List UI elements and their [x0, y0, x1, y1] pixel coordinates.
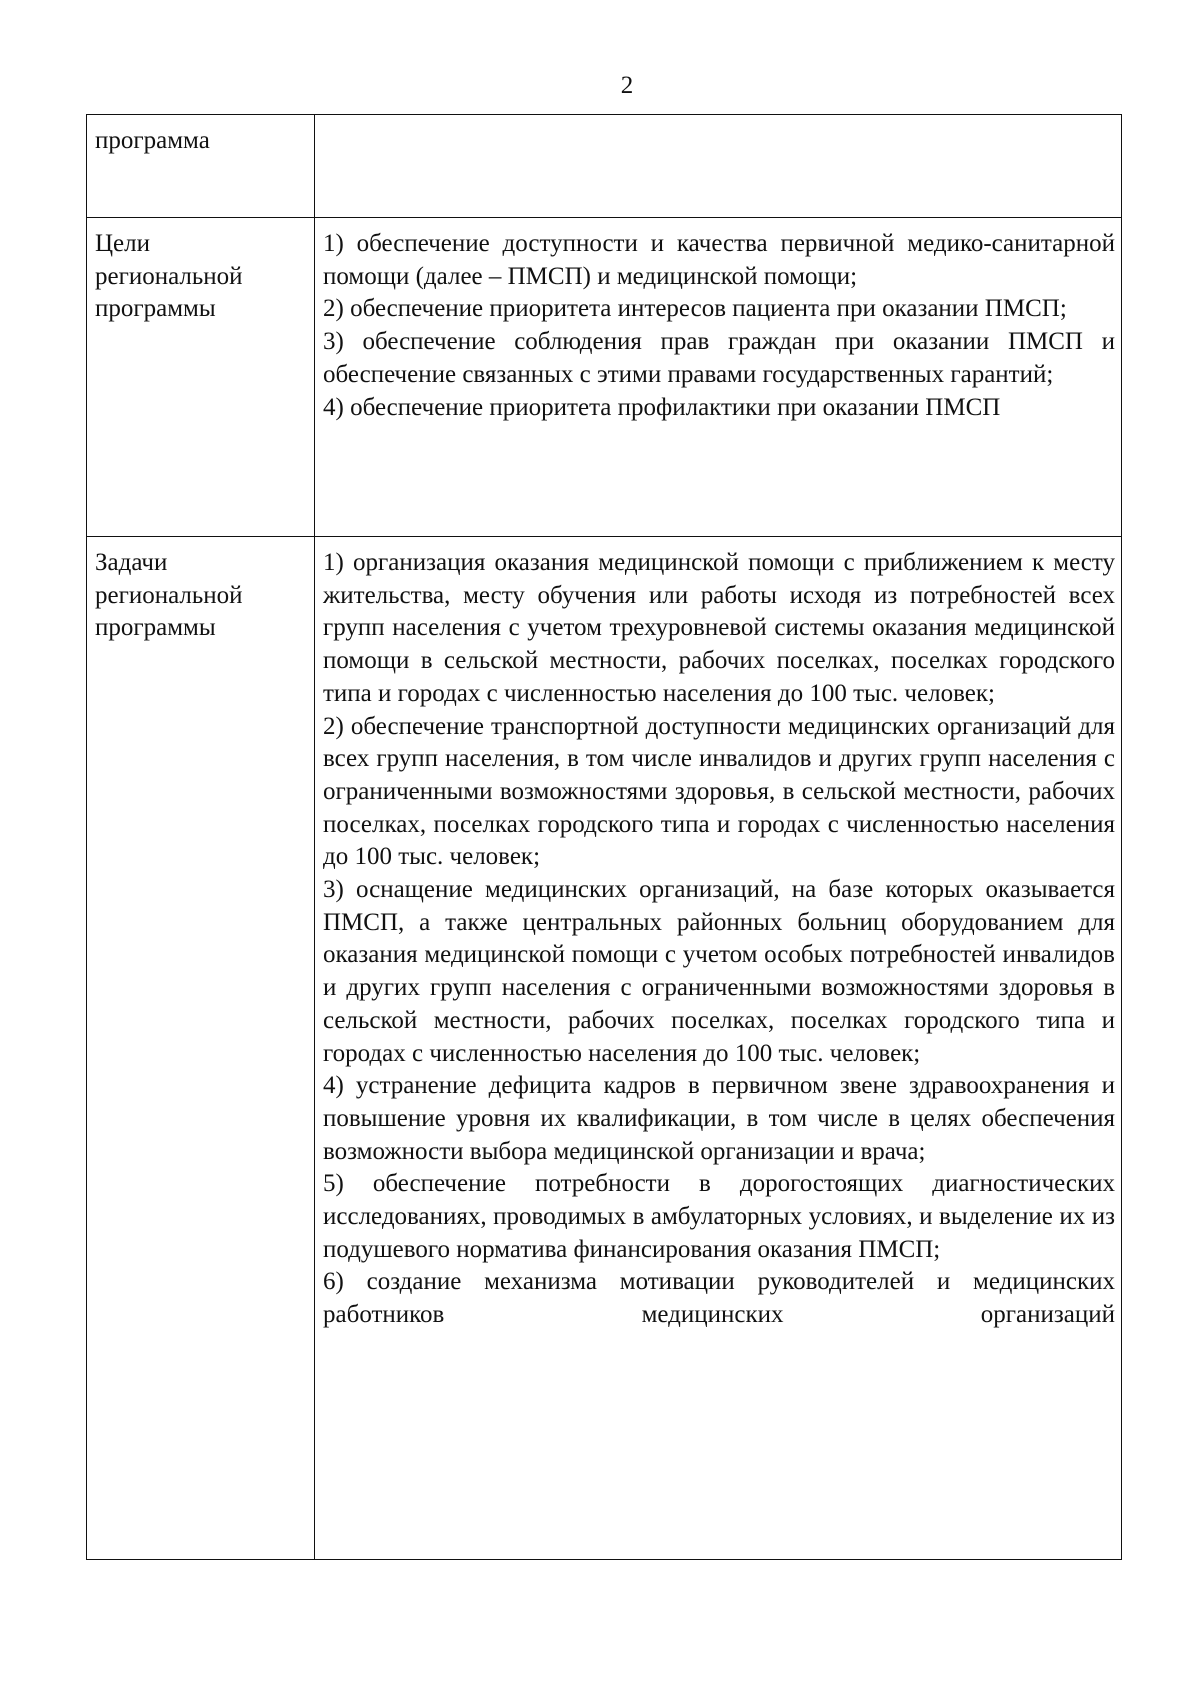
row-label: Задачи региональной программы	[87, 537, 315, 1560]
list-item: 4) обеспечение приоритета профилактики при оказании ПМСП	[323, 393, 1001, 421]
list-item: 4) устранение дефицита кадров в первичном звене здравоохранения и повышение уровня их квалификации, в том числе в целях обеспечения возможности выбора медицинской организации и врача;	[323, 1072, 1115, 1165]
list-item: 5) обеспечение потребности в дорогостоящих диагностических исследованиях, проводимых в амбулаторных условиях, и выделение их из подушевого норматива финансирования оказания ПМСП;	[323, 1170, 1115, 1263]
table-row	[87, 537, 1122, 1560]
list-item: 2) обеспечение транспортной доступности медицинских организаций для всех групп населения, в том числе инвалидов и других групп населения с ограниченными возможностями здоровья, в сельской местности, рабочих поселках, поселках городского типа и городах с численностью населения до 100 тыс. человек;	[323, 712, 1115, 871]
list-item: 1) организация оказания медицинской помощи с приближением к месту жительства, месту обучения или работы исходя из потребностей всех групп населения с учетом трехуровневой системы оказания медицинской помощи в сельской местности, рабочих поселках, поселках городского типа и городах с численностью населения до 100 тыс. человек;	[323, 549, 1115, 707]
list-item: 1) обеспечение доступности и качества первичной медико-санитарной помощи (далее – ПМСП) и медицинской помощи;	[323, 230, 1115, 290]
row-content	[315, 115, 1122, 218]
table-row	[87, 115, 1122, 218]
table-row	[87, 218, 1122, 537]
goals-list	[315, 218, 1122, 537]
row-label: Цели региональной программы	[87, 218, 315, 537]
row-label: программа	[87, 115, 315, 218]
list-item: 6) создание механизма мотивации руководителей и медицинских работников медицинских организаций	[323, 1268, 1115, 1329]
list-item: 2) обеспечение приоритета интересов пациента при оказании ПМСП;	[323, 295, 1067, 323]
program-passport-table	[86, 114, 1122, 1560]
list-item: 3) оснащение медицинских организаций, на базе которых оказывается ПМСП, а также центральных районных больниц оборудованием для оказания медицинской помощи с учетом особых потребностей инвалидов и других групп населения с ограниченными возможностями здоровья в сельской местности, рабочих поселках, поселках городского типа и городах с численностью населения до 100 тыс. человек;	[323, 876, 1115, 1067]
list-item: 3) обеспечение соблюдения прав граждан при оказании ПМСП и обеспечение связанных с этими правами государственных гарантий;	[323, 328, 1115, 388]
tasks-list	[315, 537, 1122, 1560]
page-number: 2	[620, 72, 634, 99]
